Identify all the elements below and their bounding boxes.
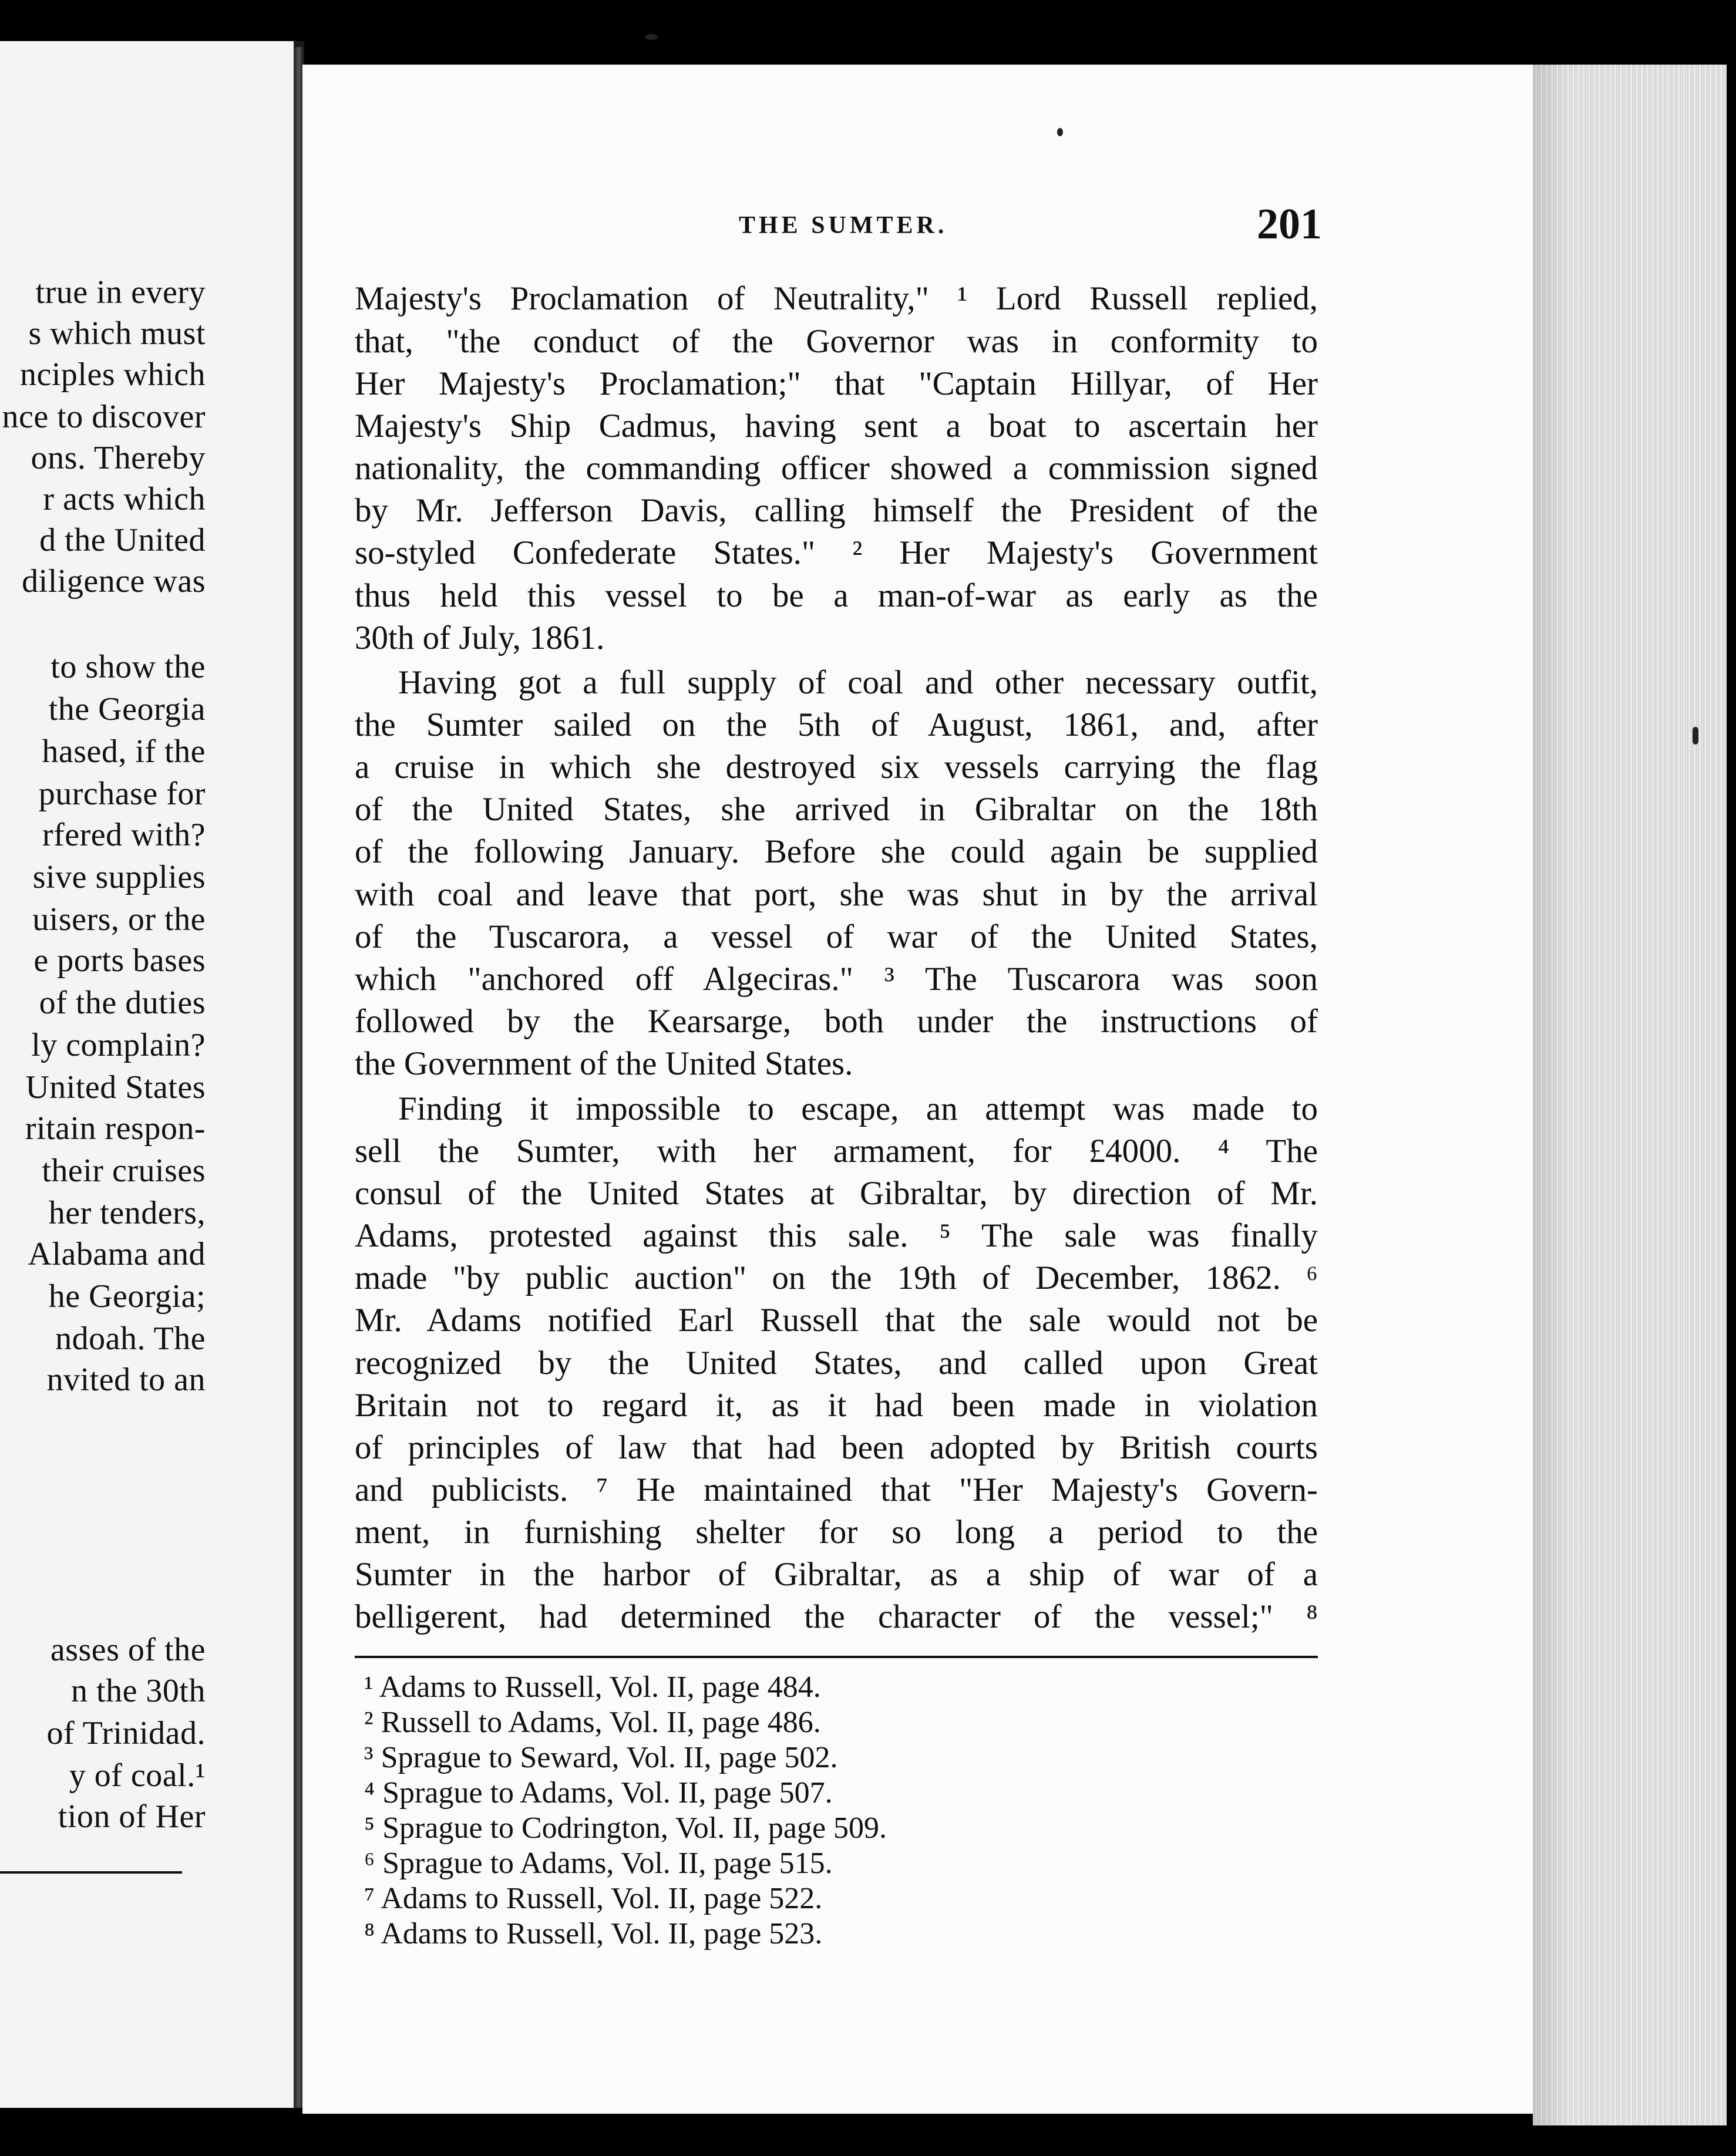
facing-page-line: of the duties (39, 985, 206, 1021)
body-line: Sumter in the harbor of Gibraltar, as a ship of war of a (355, 1556, 1318, 1593)
facing-page-footnote-rule (0, 1871, 182, 1874)
footnote: ¹ Adams to Russell, Vol. II, page 484. (364, 1670, 821, 1704)
facing-page-line: y of coal.¹ (69, 1757, 206, 1794)
body-line: a cruise in which she destroyed six vessels carrying the flag (355, 749, 1318, 786)
facing-page-line: the Georgia (48, 691, 206, 727)
footnote: ³ Sprague to Seward, Vol. II, page 502. (364, 1741, 838, 1774)
body-line: with coal and leave that port, she was shut in by the arrival (355, 876, 1318, 913)
facing-page-line: asses of the (50, 1632, 206, 1668)
facing-page-line: nciples which (20, 356, 206, 393)
footnote: ⁴ Sprague to Adams, Vol. II, page 507. (364, 1776, 833, 1810)
body-line: recognized by the United States, and called upon Great (355, 1345, 1318, 1382)
facing-page-line: sive supplies (32, 859, 206, 895)
body-line: belligerent, had determined the character of the vessel;" ⁸ (355, 1598, 1318, 1635)
facing-page-line: d the United (39, 522, 206, 558)
facing-page-line: he Georgia; (48, 1278, 206, 1315)
footnote: ⁵ Sprague to Codrington, Vol. II, page 509. (364, 1811, 887, 1845)
facing-page-line: e ports bases (33, 942, 206, 979)
facing-page-line: Alabama and (28, 1236, 206, 1272)
facing-page-line: true in every (35, 274, 206, 311)
facing-page-line: nce to discover (2, 399, 206, 435)
footnote: ⁶ Sprague to Adams, Vol. II, page 515. (364, 1847, 833, 1880)
body-line: Her Majesty's Proclamation;" that "Captain Hillyar, of Her (355, 365, 1318, 402)
body-line: and publicists. ⁷ He maintained that "Her Majesty's Govern- (355, 1471, 1318, 1508)
ink-speck (1693, 727, 1698, 745)
body-line: that, "the conduct of the Governor was in conformity to (355, 323, 1318, 360)
body-line: Having got a full supply of coal and other necessary outfit, (398, 664, 1318, 701)
body-line: Finding it impossible to escape, an attempt was made to (398, 1090, 1318, 1127)
ink-speck (645, 34, 658, 40)
body-line: followed by the Kearsarge, both under the instructions of (355, 1003, 1318, 1040)
facing-page-line: ly complain? (31, 1027, 206, 1063)
body-line: by Mr. Jefferson Davis, calling himself the President of the (355, 492, 1318, 529)
body-line: sell the Sumter, with her armament, for £4000. ⁴ The (355, 1133, 1318, 1170)
facing-page-line: their cruises (42, 1153, 206, 1189)
body-line: Adams, protested against this sale. ⁵ The sale was finally (355, 1217, 1318, 1254)
facing-page-line: r acts which (43, 481, 206, 517)
facing-page-line: United States (25, 1069, 206, 1106)
facing-page-line: of Trinidad. (46, 1715, 206, 1751)
body-line: Majesty's Ship Cadmus, having sent a boat to ascertain her (355, 407, 1318, 444)
running-head: THE SUMTER. (739, 212, 948, 239)
facing-page (0, 41, 304, 2108)
body-line: ment, in furnishing shelter for so long a period to the (355, 1514, 1318, 1551)
facing-page-line: her tenders, (48, 1195, 206, 1231)
facing-page-line: uisers, or the (32, 901, 206, 938)
body-line: so-styled Confederate States." ² Her Majesty's Government (355, 534, 1318, 571)
facing-page-line: to show the (51, 649, 206, 685)
body-line: of the following January. Before she could again be supplied (355, 833, 1318, 870)
facing-page-line: tion of Her (58, 1798, 206, 1835)
body-line: thus held this vessel to be a man-of-war as early as the (355, 577, 1318, 614)
facing-page-line: n the 30th (71, 1673, 206, 1709)
facing-page-line: purchase for (38, 776, 206, 812)
facing-page-line: rfered with? (42, 817, 206, 853)
body-line: Mr. Adams notified Earl Russell that the sale would not be (355, 1302, 1318, 1339)
body-line: of principles of law that had been adopted by British courts (355, 1429, 1318, 1466)
facing-page-line: ndoah. The (55, 1320, 206, 1357)
ink-speck (1057, 128, 1063, 136)
facing-page-line: nvited to an (46, 1362, 206, 1398)
facing-page-line: hased, if the (42, 733, 206, 770)
body-line: nationality, the commanding officer showed a commission signed (355, 450, 1318, 487)
body-line: the Sumter sailed on the 5th of August, 1861, and, after (355, 706, 1318, 743)
facing-page-line: diligence was (22, 563, 206, 599)
page-edge-shadow (1533, 65, 1568, 2125)
body-line: made "by public auction" on the 19th of December, 1862. ⁶ (355, 1259, 1318, 1296)
page-number: 201 (1257, 200, 1322, 248)
footnote-rule (355, 1656, 1318, 1658)
facing-page-line: ritain respon- (25, 1110, 206, 1147)
footnote: ⁷ Adams to Russell, Vol. II, page 522. (364, 1882, 823, 1915)
body-line: consul of the United States at Gibraltar, by direction of Mr. (355, 1175, 1318, 1212)
body-line: Majesty's Proclamation of Neutrality," ¹ Lord Russell replied, (355, 280, 1318, 317)
body-line: 30th of July, 1861. (355, 619, 605, 656)
facing-page-line: s which must (28, 315, 206, 352)
footnote: ² Russell to Adams, Vol. II, page 486. (364, 1706, 821, 1739)
body-line: which "anchored off Algeciras." ³ The Tuscarora was soon (355, 961, 1318, 998)
body-line: of the Tuscarora, a vessel of war of the United States, (355, 918, 1318, 955)
facing-page-line: ons. Thereby (31, 440, 206, 476)
body-line: of the United States, she arrived in Gibraltar on the 18th (355, 791, 1318, 828)
footnote: ⁸ Adams to Russell, Vol. II, page 523. (364, 1917, 823, 1950)
body-line: the Government of the United States. (355, 1045, 853, 1082)
body-line: Britain not to regard it, as it had been made in violation (355, 1387, 1318, 1424)
